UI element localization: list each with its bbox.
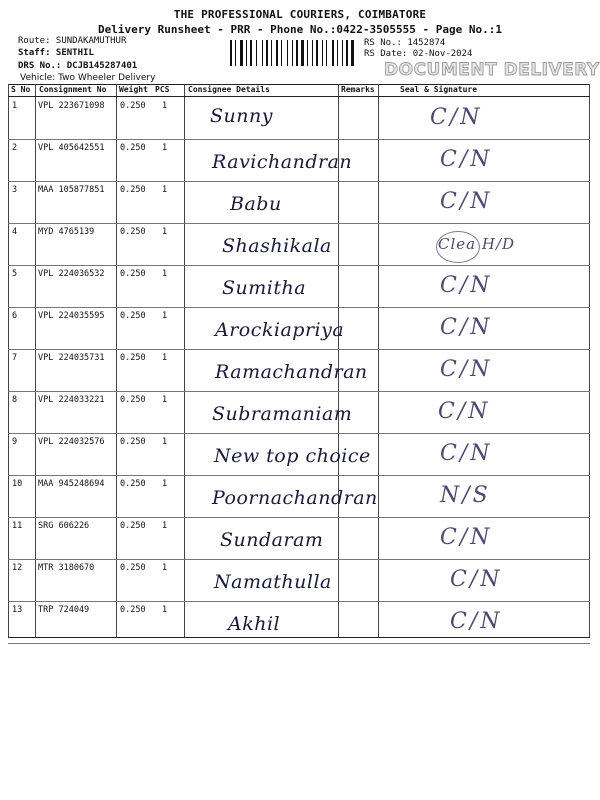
consignment-cell: VPL 224032576: [38, 437, 105, 447]
pcs-cell: 1: [162, 143, 168, 153]
barcode-image: [230, 40, 358, 66]
consignment-cell: MAA 945248694: [38, 479, 105, 489]
pcs-cell: 1: [162, 269, 168, 279]
table-row: [8, 307, 590, 350]
sno-cell: 13: [12, 605, 23, 615]
table-row: [8, 265, 590, 308]
sno-cell: 5: [12, 269, 18, 279]
consignment-cell: MYD 4765139: [38, 227, 95, 237]
sno-cell: 7: [12, 353, 18, 363]
vehicle-label: Vehicle: Two Wheeler Delivery: [20, 73, 156, 83]
pcs-cell: 1: [162, 395, 168, 405]
column-header-seal-signature: Seal & Signature: [400, 85, 478, 94]
seal-signature: C/N: [440, 147, 493, 172]
consignee-name-handwritten: Subramaniam: [212, 403, 353, 425]
consignment-cell: VPL 224035595: [38, 311, 105, 321]
sno-cell: 1: [12, 101, 18, 111]
weight-cell: 0.250: [120, 605, 146, 615]
table-row: [8, 139, 590, 182]
pcs-cell: 1: [162, 437, 168, 447]
seal-signature: C/N: [438, 399, 491, 424]
consignee-name-handwritten: New top choice: [214, 445, 371, 467]
staff-label: Staff: SENTHIL: [18, 48, 94, 58]
consignment-cell: SRG 606226: [38, 521, 90, 531]
weight-cell: 0.250: [120, 227, 146, 237]
seal-signature: Clea H/D: [438, 235, 516, 253]
seal-signature: N/S: [440, 483, 491, 508]
consignment-cell: MTR 3180670: [38, 563, 95, 573]
consignment-cell: TRP 724049: [38, 605, 90, 615]
weight-cell: 0.250: [120, 521, 146, 531]
consignment-cell: VPL 223671098: [38, 101, 105, 111]
weight-cell: 0.250: [120, 437, 146, 447]
seal-signature: C/N: [440, 441, 493, 466]
table-row: [8, 433, 590, 476]
sno-cell: 2: [12, 143, 18, 153]
consignee-name-handwritten: Arockiapriya: [215, 319, 345, 341]
seal-signature: C/N: [430, 105, 483, 130]
column-header-remarks: Remarks: [341, 85, 375, 94]
document-delivery-stamp: DOCUMENT DELIVERY: [384, 60, 600, 80]
sno-cell: 8: [12, 395, 18, 405]
consignee-name-handwritten: Sunny: [210, 105, 273, 127]
pcs-cell: 1: [162, 353, 168, 363]
rs-number: RS No.: 1452874: [364, 38, 446, 48]
weight-cell: 0.250: [120, 101, 146, 111]
table-row: [8, 223, 590, 266]
consignee-name-handwritten: Shashikala: [222, 235, 332, 257]
consignee-name-handwritten: Babu: [230, 193, 282, 215]
consignment-cell: MAA 105877851: [38, 185, 105, 195]
pcs-cell: 1: [162, 479, 168, 489]
table-row: [8, 475, 590, 518]
pcs-cell: 1: [162, 311, 168, 321]
drs-number: DRS No.: DCJB145287401: [18, 61, 138, 71]
pcs-cell: 1: [162, 185, 168, 195]
table-row: [8, 517, 590, 560]
seal-signature: C/N: [440, 189, 493, 214]
column-header-pcs: PCS: [155, 85, 170, 94]
weight-cell: 0.250: [120, 269, 146, 279]
sno-cell: 9: [12, 437, 18, 447]
weight-cell: 0.250: [120, 143, 146, 153]
pcs-cell: 1: [162, 101, 168, 111]
sno-cell: 4: [12, 227, 18, 237]
runsheet-subtitle: Delivery Runsheet - PRR - Phone No.:0422-3505555 - Page No.:1: [98, 23, 502, 36]
weight-cell: 0.250: [120, 479, 146, 489]
consignee-name-handwritten: Poornachandran: [212, 487, 378, 509]
sno-cell: 11: [12, 521, 23, 531]
sno-cell: 10: [12, 479, 23, 489]
consignment-cell: VPL 224036532: [38, 269, 105, 279]
consignee-name-handwritten: Namathulla: [214, 571, 332, 593]
sno-cell: 12: [12, 563, 23, 573]
pcs-cell: 1: [162, 605, 168, 615]
consignee-name-handwritten: Sumitha: [222, 277, 307, 299]
seal-signature: C/N: [450, 567, 503, 592]
seal-signature: C/N: [440, 357, 493, 382]
sno-cell: 6: [12, 311, 18, 321]
weight-cell: 0.250: [120, 311, 146, 321]
pcs-cell: 1: [162, 227, 168, 237]
consignee-name-handwritten: Akhil: [228, 613, 281, 635]
column-header-consignment: Consignment No: [39, 85, 107, 94]
table-bottom-border: [8, 637, 590, 638]
weight-cell: 0.250: [120, 353, 146, 363]
column-header-consignee: Consignee Details: [188, 85, 270, 94]
table-row: [8, 349, 590, 392]
seal-signature: C/N: [440, 525, 493, 550]
document-title: THE PROFESSIONAL COURIERS, COIMBATORE: [173, 8, 427, 21]
rs-date: RS Date: 02-Nov-2024: [364, 49, 473, 59]
table-row: [8, 181, 590, 224]
consignee-name-handwritten: Ramachandran: [215, 361, 368, 383]
consignee-name-handwritten: Ravichandran: [212, 151, 353, 173]
weight-cell: 0.250: [120, 185, 146, 195]
weight-cell: 0.250: [120, 395, 146, 405]
consignment-cell: VPL 405642551: [38, 143, 105, 153]
pcs-cell: 1: [162, 563, 168, 573]
sno-cell: 3: [12, 185, 18, 195]
pcs-cell: 1: [162, 521, 168, 531]
seal-signature: C/N: [440, 273, 493, 298]
consignment-cell: VPL 224033221: [38, 395, 105, 405]
table-row: [8, 559, 590, 602]
table-row: [8, 391, 590, 434]
seal-signature: C/N: [440, 315, 493, 340]
table-row: [8, 97, 590, 140]
seal-signature: C/N: [450, 609, 503, 634]
consignee-name-handwritten: Sundaram: [220, 529, 324, 551]
route-label: Route: SUNDAKAMUTHUR: [18, 36, 127, 46]
weight-cell: 0.250: [120, 563, 146, 573]
column-header-weight: Weight: [119, 85, 148, 94]
consignment-cell: VPL 224035731: [38, 353, 105, 363]
column-header-sno: S No: [11, 85, 31, 94]
